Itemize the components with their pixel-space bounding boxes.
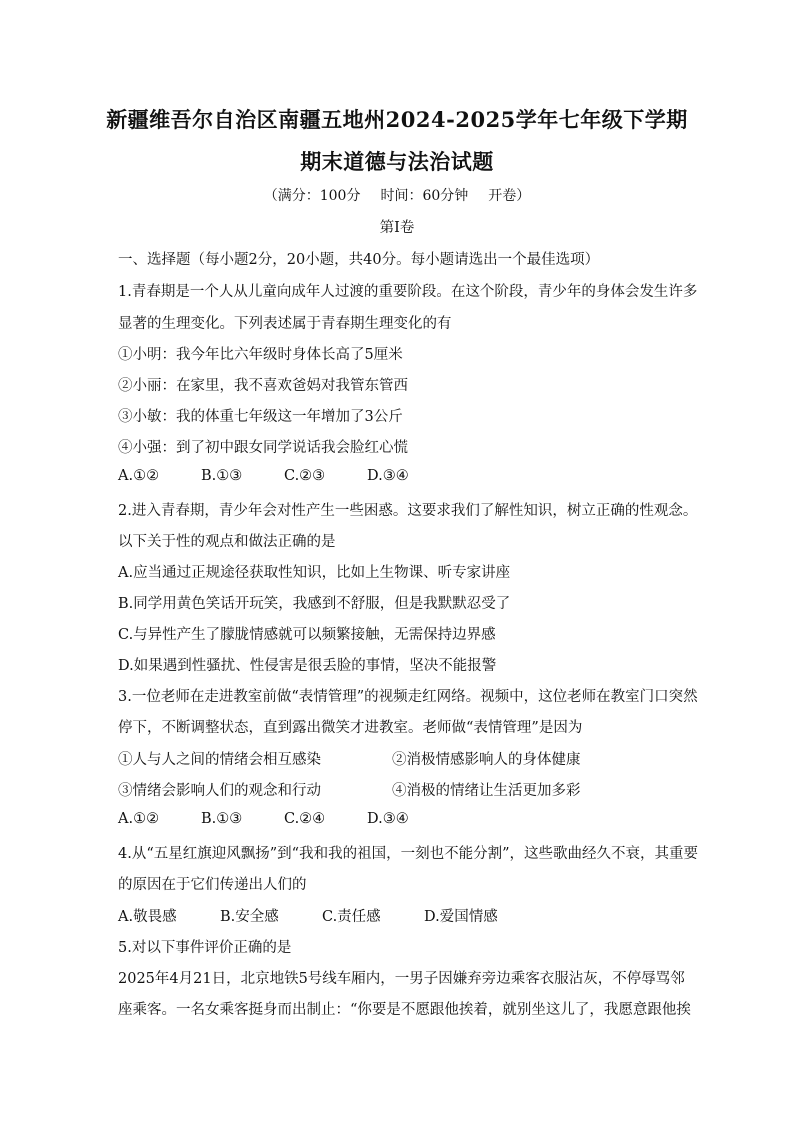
exam-meta xyxy=(0,185,794,205)
exam-title-line1: 新疆维吾尔自治区南疆五地州2024-2025学年七年级下学期 xyxy=(106,107,688,132)
q3-option-c[interactable]: C.②④ xyxy=(284,811,326,827)
q4-option-d[interactable]: D.爱国情感 xyxy=(424,909,498,925)
q3-item-1: ①人与人之间的情绪会相互感染 xyxy=(118,752,321,768)
q5-paragraph-line2: 座乘客。一名女乘客挺身而出制止：“你要是不愿跟他挨着，就别坐这儿了，我愿意跟他挨 xyxy=(118,1002,691,1018)
q2-stem-line1: 2.进入青春期，青少年会对性产生一些困惑。这要求我们了解性知识，树立正确的性观念。 xyxy=(118,503,698,519)
exam-type: 开卷） xyxy=(488,188,531,204)
q1-item-2: ②小丽：在家里，我不喜欢爸妈对我管东管西 xyxy=(118,378,408,394)
q4-option-a[interactable]: A.敬畏感 xyxy=(118,909,177,925)
q1-item-1: ①小明：我今年比六年级时身体长高了5厘米 xyxy=(118,347,403,363)
q4-stem-line1: 4.从“五星红旗迎风飘扬”到“我和我的祖国，一刻也不能分割”，这些歌曲经久不衰，其重要 xyxy=(118,846,698,862)
q3-item-2: ②消极情感影响人的身体健康 xyxy=(392,752,581,768)
q1-option-c[interactable]: C.②③ xyxy=(284,468,326,484)
score-info: （满分：100分 xyxy=(263,188,361,204)
q4-options xyxy=(118,905,526,926)
q3-option-a[interactable]: A.①② xyxy=(118,811,160,827)
q1-item-3: ③小敏：我的体重七年级这一年增加了3公斤 xyxy=(118,409,403,425)
q2-option-a[interactable]: A.应当通过正规途径获取性知识，比如上生物课、听专家讲座 xyxy=(118,565,511,581)
q1-option-d[interactable]: D.③④ xyxy=(367,468,409,484)
q1-option-a[interactable]: A.①② xyxy=(118,468,160,484)
q2-option-c[interactable]: C.与异性产生了朦胧情感就可以频繁接触，无需保持边界感 xyxy=(118,627,496,643)
q1-options xyxy=(118,468,450,484)
q2-stem-line2: 以下关于性的观点和做法正确的是 xyxy=(118,534,336,550)
q4-stem-line2: 的原因在于它们传递出人们的 xyxy=(118,877,307,893)
q2-option-b[interactable]: B.同学用黄色笑话开玩笑，我感到不舒服，但是我默默忍受了 xyxy=(118,596,511,612)
q3-stem-line2: 停下，不断调整状态，直到露出微笑才进教室。老师做“表情管理”是因为 xyxy=(118,720,583,736)
q3-items-row2 xyxy=(118,779,678,801)
q4-option-b[interactable]: B.安全感 xyxy=(220,909,279,925)
q1-stem-line2: 显著的生理变化。下列表述属于青春期生理变化的有 xyxy=(118,316,452,332)
q3-items-row1 xyxy=(118,748,678,770)
time-info: 时间：60分钟 xyxy=(380,188,469,204)
q3-item-4: ④消极的情绪让生活更加多彩 xyxy=(392,783,581,799)
q1-option-b[interactable]: B.①③ xyxy=(201,468,243,484)
q3-item-3: ③情绪会影响人们的观念和行动 xyxy=(118,783,321,799)
q5-stem: 5.对以下事件评价正确的是 xyxy=(118,940,292,956)
q5-paragraph-line1: 2025年4月21日，北京地铁5号线车厢内，一男子因嫌弃旁边乘客衣服沾灰，不停辱骂邻 xyxy=(118,971,685,987)
q1-stem-line1: 1.青春期是一个人从儿童向成年人过渡的重要阶段。在这个阶段，青少年的身体会发生许多 xyxy=(118,284,698,300)
q3-option-d[interactable]: D.③④ xyxy=(367,811,409,827)
q4-option-c[interactable]: C.责任感 xyxy=(322,909,381,925)
q3-stem-line1: 3.一位老师在走进教室前做“表情管理”的视频走红网络。视频中，这位老师在教室门口突然 xyxy=(118,689,698,705)
section-heading: 一、选择题（每小题2分，20小题，共40分。每小题请选出一个最佳选项） xyxy=(118,252,600,268)
exam-title-line2: 期末道德与法治试题 xyxy=(300,149,494,174)
q3-options xyxy=(118,811,450,827)
q3-option-b[interactable]: B.①③ xyxy=(201,811,243,827)
volume-label: 第Ⅰ卷 xyxy=(379,220,415,236)
q1-item-4: ④小强：到了初中跟女同学说话我会脸红心慌 xyxy=(118,440,408,456)
q2-option-d[interactable]: D.如果遇到性骚扰、性侵害是很丢脸的事情，坚决不能报警 xyxy=(118,658,497,674)
